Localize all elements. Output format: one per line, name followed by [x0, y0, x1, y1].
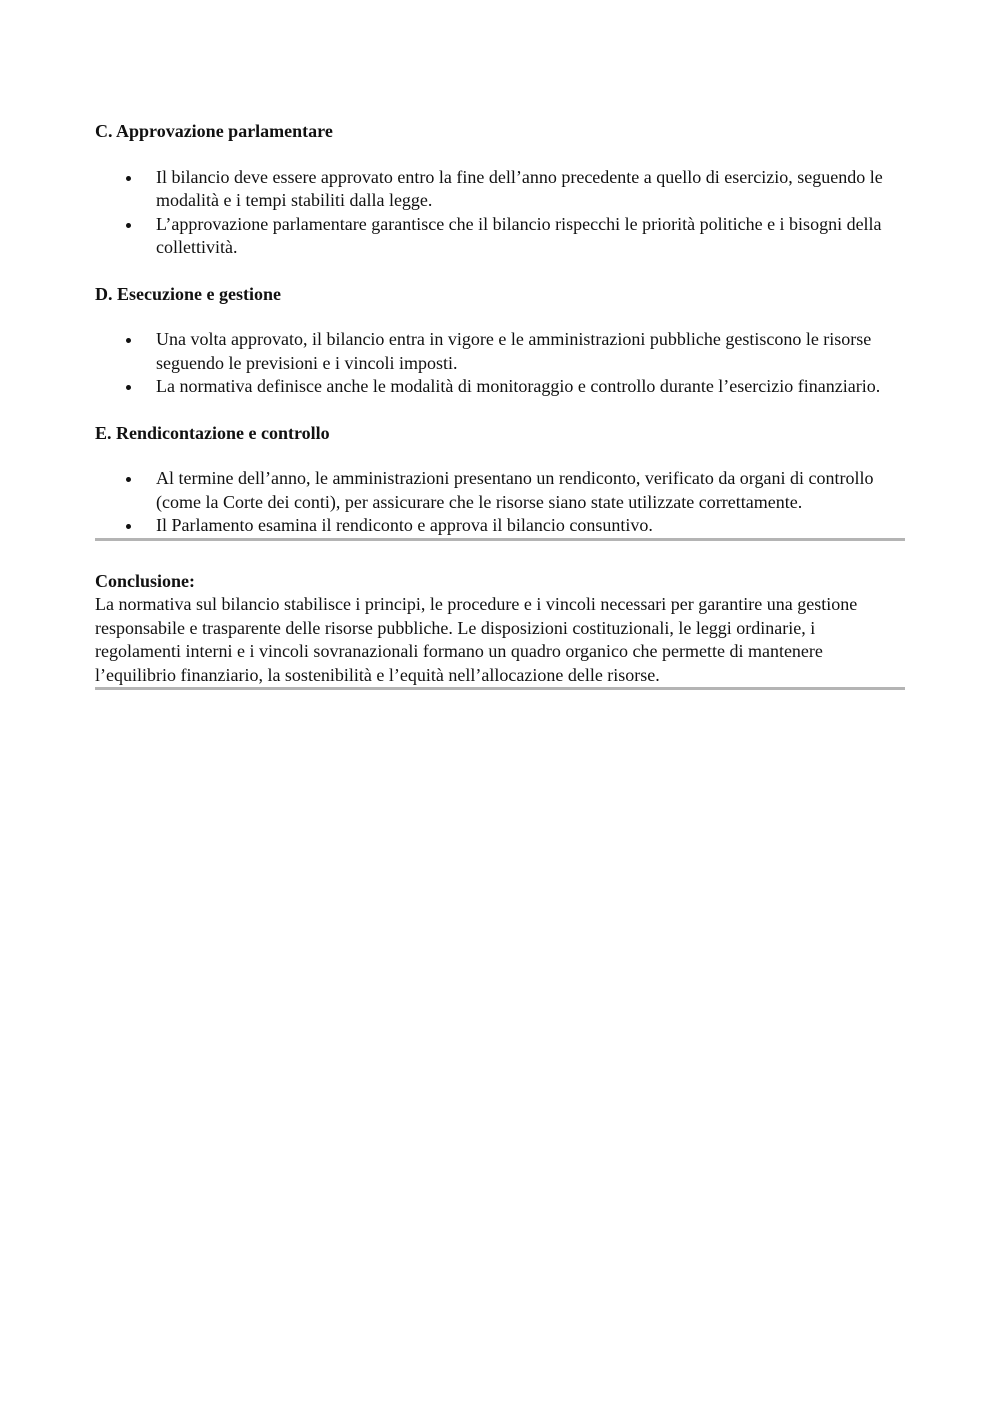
section-heading-e: E. Rendicontazione e controllo [95, 422, 330, 443]
list-item: Al termine dell’anno, le amministrazioni presentano un rendiconto, verificato da organi di controllo (come la Corte dei conti), per assicurare che le risorse siano state utilizzate correttamente. [156, 467, 905, 514]
list-item: Il bilancio deve essere approvato entro la fine dell’anno precedente a quello di esercizio, seguendo le modalità e i tempi stabiliti dalla legge. [156, 166, 905, 213]
bullet-list-c [95, 166, 905, 260]
section-heading-d: D. Esecuzione e gestione [95, 283, 281, 304]
horizontal-divider [95, 538, 905, 541]
section-heading-c: C. Approvazione parlamentare [95, 121, 333, 141]
horizontal-divider [95, 687, 905, 690]
conclusion-heading: Conclusione: [95, 570, 196, 591]
bullet-list-e [95, 467, 905, 538]
conclusion-paragraph: La normativa sul bilancio stabilisce i principi, le procedure e i vincoli necessari per garantire una gestione responsabile e trasparente delle risorse pubbliche. Le disposizioni costituzionali, le leggi ordinarie, i regolamenti interni e i vincoli sovranazionali formano un quadro organico che permette di mantenere l’equilibrio finanziario, la sostenibilità e l’equità nell’allocazione delle risorse. [95, 594, 858, 685]
bullet-list-d [95, 328, 905, 399]
document-page [95, 120, 905, 690]
list-item: La normativa definisce anche le modalità di monitoraggio e controllo durante l’esercizio finanziario. [156, 375, 905, 399]
list-item: Una volta approvato, il bilancio entra in vigore e le amministrazioni pubbliche gestiscono le risorse seguendo le previsioni e i vincoli imposti. [156, 328, 905, 375]
list-item: Il Parlamento esamina il rendiconto e approva il bilancio consuntivo. [156, 514, 905, 538]
list-item: L’approvazione parlamentare garantisce che il bilancio rispecchi le priorità politiche e i bisogni della collettività. [156, 213, 905, 260]
